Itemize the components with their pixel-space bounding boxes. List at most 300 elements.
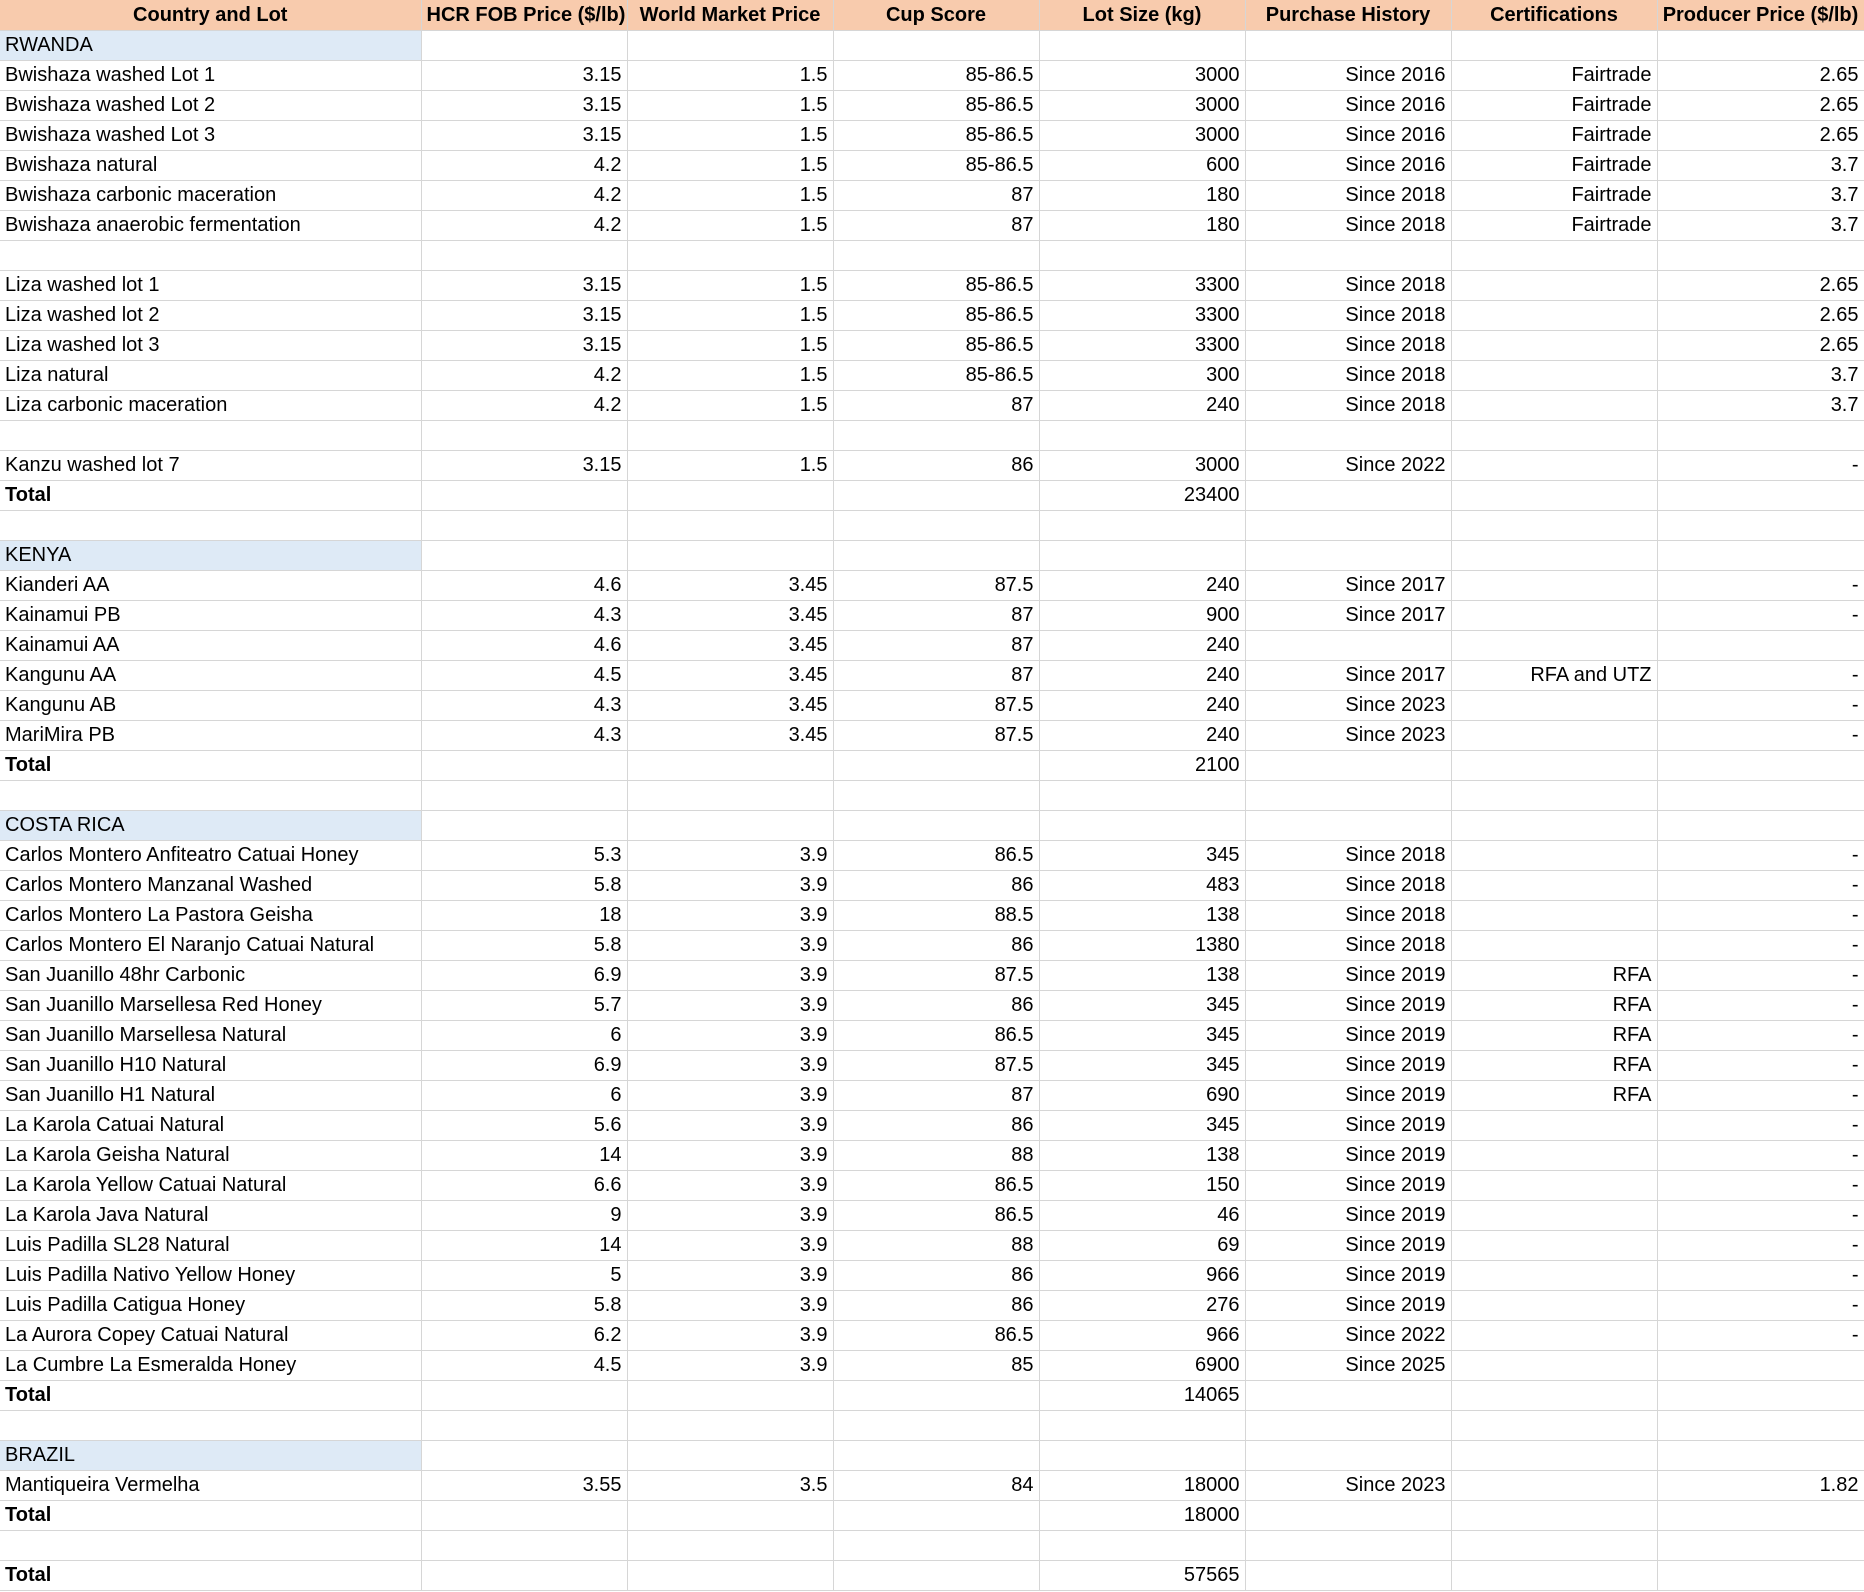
cell-world-market-price[interactable]	[627, 420, 833, 450]
cell-hcr-fob-price[interactable]	[421, 510, 627, 540]
cell-hcr-fob-price[interactable]: 5.8	[421, 870, 627, 900]
cell-hcr-fob-price[interactable]: 6.9	[421, 960, 627, 990]
cell-hcr-fob-price[interactable]: 4.5	[421, 660, 627, 690]
cell-world-market-price[interactable]	[627, 810, 833, 840]
cell-producer-price[interactable]: -	[1657, 1140, 1864, 1170]
cell-hcr-fob-price[interactable]: 3.55	[421, 1470, 627, 1500]
cell-lot-size[interactable]: 966	[1039, 1320, 1245, 1350]
cell-cup-score[interactable]: 86.5	[833, 1020, 1039, 1050]
cell-producer-price[interactable]: -	[1657, 1110, 1864, 1140]
cell-purchase-history[interactable]: Since 2019	[1245, 1110, 1451, 1140]
cell-producer-price[interactable]: -	[1657, 690, 1864, 720]
cell-purchase-history[interactable]: Since 2023	[1245, 1470, 1451, 1500]
col-header-certifications[interactable]: Certifications	[1451, 0, 1657, 30]
cell-producer-price[interactable]: -	[1657, 930, 1864, 960]
cell-certifications[interactable]: Fairtrade	[1451, 150, 1657, 180]
cell-lot-size[interactable]	[1039, 540, 1245, 570]
cell-lot-name[interactable]: Total	[0, 480, 421, 510]
cell-lot-size[interactable]: 345	[1039, 1020, 1245, 1050]
cell-cup-score[interactable]: 86	[833, 870, 1039, 900]
cell-hcr-fob-price[interactable]	[421, 240, 627, 270]
cell-world-market-price[interactable]: 1.5	[627, 180, 833, 210]
col-header-lot-size[interactable]: Lot Size (kg)	[1039, 0, 1245, 30]
cell-producer-price[interactable]: -	[1657, 1200, 1864, 1230]
cell-world-market-price[interactable]	[627, 510, 833, 540]
cell-lot-name[interactable]: Luis Padilla Nativo Yellow Honey	[0, 1260, 421, 1290]
cell-purchase-history[interactable]: Since 2019	[1245, 1170, 1451, 1200]
cell-hcr-fob-price[interactable]: 4.3	[421, 720, 627, 750]
cell-certifications[interactable]	[1451, 1320, 1657, 1350]
cell-hcr-fob-price[interactable]	[421, 810, 627, 840]
cell-lot-size[interactable]: 2100	[1039, 750, 1245, 780]
cell-lot-size[interactable]: 966	[1039, 1260, 1245, 1290]
cell-world-market-price[interactable]: 3.9	[627, 1200, 833, 1230]
cell-hcr-fob-price[interactable]: 4.2	[421, 210, 627, 240]
cell-cup-score[interactable]: 86	[833, 1260, 1039, 1290]
cell-certifications[interactable]	[1451, 30, 1657, 60]
cell-producer-price[interactable]	[1657, 420, 1864, 450]
cell-producer-price[interactable]	[1657, 1560, 1864, 1590]
cell-world-market-price[interactable]: 3.9	[627, 1110, 833, 1140]
cell-certifications[interactable]	[1451, 540, 1657, 570]
cell-world-market-price[interactable]	[627, 540, 833, 570]
cell-certifications[interactable]	[1451, 1350, 1657, 1380]
cell-world-market-price[interactable]: 3.45	[627, 630, 833, 660]
cell-certifications[interactable]	[1451, 870, 1657, 900]
cell-world-market-price[interactable]: 3.45	[627, 690, 833, 720]
cell-cup-score[interactable]: 86	[833, 930, 1039, 960]
cell-world-market-price[interactable]	[627, 240, 833, 270]
cell-lot-name[interactable]: Bwishaza washed Lot 3	[0, 120, 421, 150]
cell-cup-score[interactable]: 85-86.5	[833, 120, 1039, 150]
cell-lot-size[interactable]	[1039, 30, 1245, 60]
cell-cup-score[interactable]	[833, 810, 1039, 840]
cell-certifications[interactable]	[1451, 240, 1657, 270]
cell-producer-price[interactable]: 3.7	[1657, 150, 1864, 180]
cell-purchase-history[interactable]: Since 2022	[1245, 1320, 1451, 1350]
cell-certifications[interactable]	[1451, 840, 1657, 870]
cell-world-market-price[interactable]	[627, 1440, 833, 1470]
cell-world-market-price[interactable]: 3.9	[627, 840, 833, 870]
cell-lot-size[interactable]: 3300	[1039, 330, 1245, 360]
cell-lot-size[interactable]: 240	[1039, 690, 1245, 720]
cell-lot-name[interactable]: Carlos Montero Anfiteatro Catuai Honey	[0, 840, 421, 870]
cell-lot-name[interactable]: La Karola Catuai Natural	[0, 1110, 421, 1140]
cell-lot-size[interactable]: 14065	[1039, 1380, 1245, 1410]
cell-hcr-fob-price[interactable]	[421, 1410, 627, 1440]
cell-world-market-price[interactable]: 1.5	[627, 90, 833, 120]
cell-cup-score[interactable]: 87	[833, 1080, 1039, 1110]
cell-purchase-history[interactable]: Since 2018	[1245, 180, 1451, 210]
cell-hcr-fob-price[interactable]: 3.15	[421, 120, 627, 150]
cell-purchase-history[interactable]: Since 2016	[1245, 120, 1451, 150]
cell-hcr-fob-price[interactable]: 4.2	[421, 360, 627, 390]
cell-world-market-price[interactable]: 3.5	[627, 1470, 833, 1500]
cell-purchase-history[interactable]	[1245, 1500, 1451, 1530]
cell-hcr-fob-price[interactable]: 18	[421, 900, 627, 930]
cell-world-market-price[interactable]	[627, 1380, 833, 1410]
cell-producer-price[interactable]	[1657, 540, 1864, 570]
cell-certifications[interactable]	[1451, 1200, 1657, 1230]
cell-lot-name[interactable]: La Aurora Copey Catuai Natural	[0, 1320, 421, 1350]
cell-lot-size[interactable]: 6900	[1039, 1350, 1245, 1380]
cell-purchase-history[interactable]: Since 2019	[1245, 990, 1451, 1020]
cell-lot-name[interactable]: La Cumbre La Esmeralda Honey	[0, 1350, 421, 1380]
cell-lot-name[interactable]: Total	[0, 1500, 421, 1530]
cell-hcr-fob-price[interactable]	[421, 1500, 627, 1530]
cell-hcr-fob-price[interactable]	[421, 30, 627, 60]
cell-cup-score[interactable]: 86.5	[833, 1320, 1039, 1350]
cell-hcr-fob-price[interactable]: 14	[421, 1140, 627, 1170]
cell-cup-score[interactable]	[833, 1440, 1039, 1470]
cell-hcr-fob-price[interactable]: 4.3	[421, 600, 627, 630]
cell-hcr-fob-price[interactable]: 14	[421, 1230, 627, 1260]
cell-certifications[interactable]: Fairtrade	[1451, 180, 1657, 210]
cell-hcr-fob-price[interactable]: 6.2	[421, 1320, 627, 1350]
cell-lot-name[interactable]: La Karola Yellow Catuai Natural	[0, 1170, 421, 1200]
cell-producer-price[interactable]: -	[1657, 1290, 1864, 1320]
cell-cup-score[interactable]	[833, 1560, 1039, 1590]
cell-producer-price[interactable]: 2.65	[1657, 60, 1864, 90]
cell-hcr-fob-price[interactable]: 4.2	[421, 180, 627, 210]
cell-purchase-history[interactable]: Since 2018	[1245, 870, 1451, 900]
cell-certifications[interactable]	[1451, 480, 1657, 510]
cell-world-market-price[interactable]	[627, 1410, 833, 1440]
cell-lot-size[interactable]: 300	[1039, 360, 1245, 390]
cell-cup-score[interactable]: 88	[833, 1140, 1039, 1170]
cell-certifications[interactable]	[1451, 450, 1657, 480]
cell-cup-score[interactable]: 85	[833, 1350, 1039, 1380]
cell-producer-price[interactable]	[1657, 30, 1864, 60]
cell-purchase-history[interactable]	[1245, 540, 1451, 570]
cell-hcr-fob-price[interactable]: 4.6	[421, 570, 627, 600]
cell-lot-name[interactable]: Liza washed lot 1	[0, 270, 421, 300]
cell-producer-price[interactable]: -	[1657, 1170, 1864, 1200]
cell-lot-size[interactable]: 600	[1039, 150, 1245, 180]
cell-producer-price[interactable]: -	[1657, 1320, 1864, 1350]
cell-hcr-fob-price[interactable]: 6	[421, 1020, 627, 1050]
cell-lot-size[interactable]: 3300	[1039, 300, 1245, 330]
cell-purchase-history[interactable]	[1245, 240, 1451, 270]
cell-cup-score[interactable]	[833, 30, 1039, 60]
cell-lot-name[interactable]	[0, 1530, 421, 1560]
cell-producer-price[interactable]: -	[1657, 1050, 1864, 1080]
cell-lot-size[interactable]	[1039, 510, 1245, 540]
cell-lot-name[interactable]: Carlos Montero Manzanal Washed	[0, 870, 421, 900]
cell-world-market-price[interactable]: 3.45	[627, 570, 833, 600]
cell-cup-score[interactable]: 87.5	[833, 570, 1039, 600]
cell-certifications[interactable]	[1451, 1110, 1657, 1140]
cell-lot-size[interactable]: 240	[1039, 390, 1245, 420]
cell-world-market-price[interactable]	[627, 1530, 833, 1560]
cell-lot-size[interactable]: 345	[1039, 990, 1245, 1020]
cell-world-market-price[interactable]	[627, 1560, 833, 1590]
cell-lot-name[interactable]: Liza washed lot 3	[0, 330, 421, 360]
cell-lot-name[interactable]: San Juanillo Marsellesa Red Honey	[0, 990, 421, 1020]
cell-lot-name[interactable]: KENYA	[0, 540, 421, 570]
cell-certifications[interactable]	[1451, 330, 1657, 360]
cell-lot-name[interactable]	[0, 240, 421, 270]
cell-lot-name[interactable]: COSTA RICA	[0, 810, 421, 840]
cell-certifications[interactable]	[1451, 900, 1657, 930]
cell-hcr-fob-price[interactable]	[421, 1380, 627, 1410]
cell-producer-price[interactable]: 3.7	[1657, 210, 1864, 240]
cell-certifications[interactable]: RFA	[1451, 990, 1657, 1020]
cell-purchase-history[interactable]	[1245, 1380, 1451, 1410]
cell-producer-price[interactable]	[1657, 1530, 1864, 1560]
cell-producer-price[interactable]: 3.7	[1657, 180, 1864, 210]
cell-cup-score[interactable]: 87.5	[833, 720, 1039, 750]
cell-hcr-fob-price[interactable]: 4.3	[421, 690, 627, 720]
cell-certifications[interactable]: Fairtrade	[1451, 60, 1657, 90]
cell-hcr-fob-price[interactable]: 5.6	[421, 1110, 627, 1140]
cell-cup-score[interactable]: 86.5	[833, 1200, 1039, 1230]
cell-certifications[interactable]	[1451, 360, 1657, 390]
cell-lot-size[interactable]: 483	[1039, 870, 1245, 900]
col-header-producer-price[interactable]: Producer Price ($/lb)	[1657, 0, 1864, 30]
col-header-purchase-history[interactable]: Purchase History	[1245, 0, 1451, 30]
cell-lot-size[interactable]: 240	[1039, 720, 1245, 750]
cell-cup-score[interactable]: 84	[833, 1470, 1039, 1500]
cell-lot-name[interactable]	[0, 780, 421, 810]
cell-certifications[interactable]: Fairtrade	[1451, 120, 1657, 150]
cell-lot-size[interactable]: 345	[1039, 1050, 1245, 1080]
cell-hcr-fob-price[interactable]: 3.15	[421, 60, 627, 90]
cell-lot-size[interactable]: 276	[1039, 1290, 1245, 1320]
cell-cup-score[interactable]	[833, 1410, 1039, 1440]
cell-certifications[interactable]	[1451, 1230, 1657, 1260]
cell-purchase-history[interactable]: Since 2016	[1245, 60, 1451, 90]
cell-lot-size[interactable]: 3000	[1039, 450, 1245, 480]
cell-hcr-fob-price[interactable]	[421, 1440, 627, 1470]
cell-lot-name[interactable]: San Juanillo H1 Natural	[0, 1080, 421, 1110]
cell-producer-price[interactable]: -	[1657, 600, 1864, 630]
cell-lot-size[interactable]: 1380	[1039, 930, 1245, 960]
cell-lot-name[interactable]: Bwishaza washed Lot 1	[0, 60, 421, 90]
cell-producer-price[interactable]: -	[1657, 660, 1864, 690]
cell-world-market-price[interactable]: 3.9	[627, 1140, 833, 1170]
cell-cup-score[interactable]: 86.5	[833, 840, 1039, 870]
cell-purchase-history[interactable]: Since 2019	[1245, 1230, 1451, 1260]
cell-certifications[interactable]	[1451, 1380, 1657, 1410]
cell-lot-name[interactable]	[0, 510, 421, 540]
cell-purchase-history[interactable]: Since 2017	[1245, 570, 1451, 600]
col-header-country-and-lot[interactable]: Country and Lot	[0, 0, 421, 30]
cell-purchase-history[interactable]	[1245, 1410, 1451, 1440]
cell-certifications[interactable]	[1451, 1170, 1657, 1200]
cell-producer-price[interactable]	[1657, 510, 1864, 540]
cell-lot-size[interactable]: 3300	[1039, 270, 1245, 300]
cell-lot-name[interactable]: Kanzu washed lot 7	[0, 450, 421, 480]
cell-world-market-price[interactable]: 3.9	[627, 900, 833, 930]
cell-world-market-price[interactable]: 1.5	[627, 60, 833, 90]
cell-world-market-price[interactable]: 3.9	[627, 1320, 833, 1350]
cell-certifications[interactable]	[1451, 1440, 1657, 1470]
cell-producer-price[interactable]	[1657, 1380, 1864, 1410]
cell-certifications[interactable]: RFA and UTZ	[1451, 660, 1657, 690]
cell-lot-size[interactable]: 46	[1039, 1200, 1245, 1230]
cell-producer-price[interactable]: -	[1657, 900, 1864, 930]
cell-world-market-price[interactable]: 3.9	[627, 870, 833, 900]
cell-lot-name[interactable]: Liza carbonic maceration	[0, 390, 421, 420]
cell-hcr-fob-price[interactable]: 3.15	[421, 300, 627, 330]
cell-cup-score[interactable]: 85-86.5	[833, 60, 1039, 90]
cell-cup-score[interactable]: 87	[833, 390, 1039, 420]
cell-cup-score[interactable]: 87.5	[833, 1050, 1039, 1080]
cell-world-market-price[interactable]: 3.9	[627, 1230, 833, 1260]
cell-world-market-price[interactable]: 3.45	[627, 660, 833, 690]
cell-cup-score[interactable]: 87	[833, 600, 1039, 630]
cell-producer-price[interactable]: 3.7	[1657, 390, 1864, 420]
cell-producer-price[interactable]: -	[1657, 570, 1864, 600]
cell-world-market-price[interactable]: 3.9	[627, 1350, 833, 1380]
cell-hcr-fob-price[interactable]	[421, 1560, 627, 1590]
cell-hcr-fob-price[interactable]: 4.2	[421, 390, 627, 420]
col-header-world-market-price[interactable]: World Market Price	[627, 0, 833, 30]
cell-cup-score[interactable]: 85-86.5	[833, 360, 1039, 390]
cell-cup-score[interactable]: 86	[833, 1110, 1039, 1140]
cell-certifications[interactable]	[1451, 1560, 1657, 1590]
cell-purchase-history[interactable]	[1245, 630, 1451, 660]
cell-producer-price[interactable]	[1657, 810, 1864, 840]
cell-purchase-history[interactable]	[1245, 1440, 1451, 1470]
cell-producer-price[interactable]	[1657, 240, 1864, 270]
cell-lot-name[interactable]: Luis Padilla Catigua Honey	[0, 1290, 421, 1320]
cell-world-market-price[interactable]: 1.5	[627, 120, 833, 150]
cell-cup-score[interactable]: 85-86.5	[833, 270, 1039, 300]
cell-lot-size[interactable]: 3000	[1039, 120, 1245, 150]
cell-certifications[interactable]	[1451, 390, 1657, 420]
cell-producer-price[interactable]: 2.65	[1657, 300, 1864, 330]
cell-purchase-history[interactable]: Since 2019	[1245, 1140, 1451, 1170]
cell-lot-size[interactable]	[1039, 1440, 1245, 1470]
cell-purchase-history[interactable]	[1245, 810, 1451, 840]
cell-world-market-price[interactable]: 3.9	[627, 1050, 833, 1080]
cell-lot-name[interactable]: Bwishaza carbonic maceration	[0, 180, 421, 210]
cell-purchase-history[interactable]: Since 2017	[1245, 600, 1451, 630]
cell-cup-score[interactable]	[833, 540, 1039, 570]
cell-producer-price[interactable]	[1657, 1500, 1864, 1530]
cell-cup-score[interactable]: 85-86.5	[833, 90, 1039, 120]
cell-lot-size[interactable]: 57565	[1039, 1560, 1245, 1590]
cell-world-market-price[interactable]: 3.9	[627, 1020, 833, 1050]
cell-lot-size[interactable]: 138	[1039, 960, 1245, 990]
cell-world-market-price[interactable]: 1.5	[627, 390, 833, 420]
cell-world-market-price[interactable]	[627, 1500, 833, 1530]
cell-certifications[interactable]: RFA	[1451, 1020, 1657, 1050]
cell-lot-size[interactable]: 23400	[1039, 480, 1245, 510]
cell-world-market-price[interactable]: 3.9	[627, 960, 833, 990]
cell-world-market-price[interactable]	[627, 480, 833, 510]
cell-lot-name[interactable]: San Juanillo 48hr Carbonic	[0, 960, 421, 990]
cell-producer-price[interactable]: -	[1657, 1260, 1864, 1290]
cell-producer-price[interactable]: -	[1657, 1080, 1864, 1110]
cell-hcr-fob-price[interactable]: 3.15	[421, 330, 627, 360]
cell-cup-score[interactable]	[833, 780, 1039, 810]
cell-purchase-history[interactable]: Since 2016	[1245, 90, 1451, 120]
cell-lot-name[interactable]: Kianderi AA	[0, 570, 421, 600]
cell-lot-size[interactable]: 150	[1039, 1170, 1245, 1200]
cell-hcr-fob-price[interactable]: 4.2	[421, 150, 627, 180]
cell-world-market-price[interactable]: 3.9	[627, 1290, 833, 1320]
cell-hcr-fob-price[interactable]	[421, 1530, 627, 1560]
cell-world-market-price[interactable]: 3.9	[627, 1260, 833, 1290]
cell-lot-name[interactable]: Bwishaza washed Lot 2	[0, 90, 421, 120]
cell-producer-price[interactable]: -	[1657, 990, 1864, 1020]
cell-producer-price[interactable]: 3.7	[1657, 360, 1864, 390]
cell-purchase-history[interactable]: Since 2022	[1245, 450, 1451, 480]
cell-purchase-history[interactable]: Since 2016	[1245, 150, 1451, 180]
cell-hcr-fob-price[interactable]: 4.5	[421, 1350, 627, 1380]
cell-purchase-history[interactable]: Since 2018	[1245, 300, 1451, 330]
cell-certifications[interactable]	[1451, 780, 1657, 810]
cell-lot-name[interactable]: BRAZIL	[0, 1440, 421, 1470]
cell-lot-size[interactable]	[1039, 810, 1245, 840]
cell-producer-price[interactable]	[1657, 1440, 1864, 1470]
cell-purchase-history[interactable]: Since 2023	[1245, 690, 1451, 720]
cell-producer-price[interactable]: 1.82	[1657, 1470, 1864, 1500]
cell-world-market-price[interactable]	[627, 750, 833, 780]
cell-lot-name[interactable]: Carlos Montero La Pastora Geisha	[0, 900, 421, 930]
cell-lot-name[interactable]: San Juanillo H10 Natural	[0, 1050, 421, 1080]
cell-cup-score[interactable]: 88	[833, 1230, 1039, 1260]
cell-producer-price[interactable]: 2.65	[1657, 270, 1864, 300]
cell-hcr-fob-price[interactable]: 3.15	[421, 90, 627, 120]
cell-purchase-history[interactable]: Since 2019	[1245, 1080, 1451, 1110]
cell-purchase-history[interactable]: Since 2023	[1245, 720, 1451, 750]
cell-hcr-fob-price[interactable]	[421, 420, 627, 450]
cell-lot-name[interactable]: RWANDA	[0, 30, 421, 60]
cell-lot-size[interactable]: 240	[1039, 630, 1245, 660]
cell-certifications[interactable]: RFA	[1451, 960, 1657, 990]
cell-cup-score[interactable]: 87	[833, 180, 1039, 210]
cell-purchase-history[interactable]: Since 2019	[1245, 1050, 1451, 1080]
cell-lot-name[interactable]: Total	[0, 1560, 421, 1590]
cell-lot-name[interactable]	[0, 420, 421, 450]
cell-purchase-history[interactable]	[1245, 420, 1451, 450]
cell-cup-score[interactable]: 87.5	[833, 960, 1039, 990]
cell-hcr-fob-price[interactable]	[421, 750, 627, 780]
cell-certifications[interactable]	[1451, 720, 1657, 750]
cell-hcr-fob-price[interactable]: 5	[421, 1260, 627, 1290]
cell-lot-size[interactable]: 18000	[1039, 1500, 1245, 1530]
cell-cup-score[interactable]: 85-86.5	[833, 300, 1039, 330]
cell-cup-score[interactable]: 85-86.5	[833, 330, 1039, 360]
cell-cup-score[interactable]	[833, 1380, 1039, 1410]
cell-purchase-history[interactable]	[1245, 1530, 1451, 1560]
cell-hcr-fob-price[interactable]: 5.8	[421, 930, 627, 960]
cell-cup-score[interactable]: 87	[833, 630, 1039, 660]
cell-hcr-fob-price[interactable]: 3.15	[421, 270, 627, 300]
cell-producer-price[interactable]: -	[1657, 960, 1864, 990]
cell-cup-score[interactable]	[833, 480, 1039, 510]
cell-certifications[interactable]	[1451, 1530, 1657, 1560]
cell-lot-size[interactable]: 18000	[1039, 1470, 1245, 1500]
cell-hcr-fob-price[interactable]: 6.6	[421, 1170, 627, 1200]
cell-lot-name[interactable]: Kangunu AB	[0, 690, 421, 720]
cell-hcr-fob-price[interactable]: 5.8	[421, 1290, 627, 1320]
cell-world-market-price[interactable]: 1.5	[627, 330, 833, 360]
cell-purchase-history[interactable]	[1245, 1560, 1451, 1590]
cell-certifications[interactable]: RFA	[1451, 1050, 1657, 1080]
cell-cup-score[interactable]: 87	[833, 210, 1039, 240]
cell-cup-score[interactable]: 88.5	[833, 900, 1039, 930]
cell-certifications[interactable]	[1451, 570, 1657, 600]
cell-hcr-fob-price[interactable]: 6	[421, 1080, 627, 1110]
cell-purchase-history[interactable]: Since 2018	[1245, 330, 1451, 360]
cell-purchase-history[interactable]: Since 2019	[1245, 1020, 1451, 1050]
cell-purchase-history[interactable]: Since 2018	[1245, 900, 1451, 930]
